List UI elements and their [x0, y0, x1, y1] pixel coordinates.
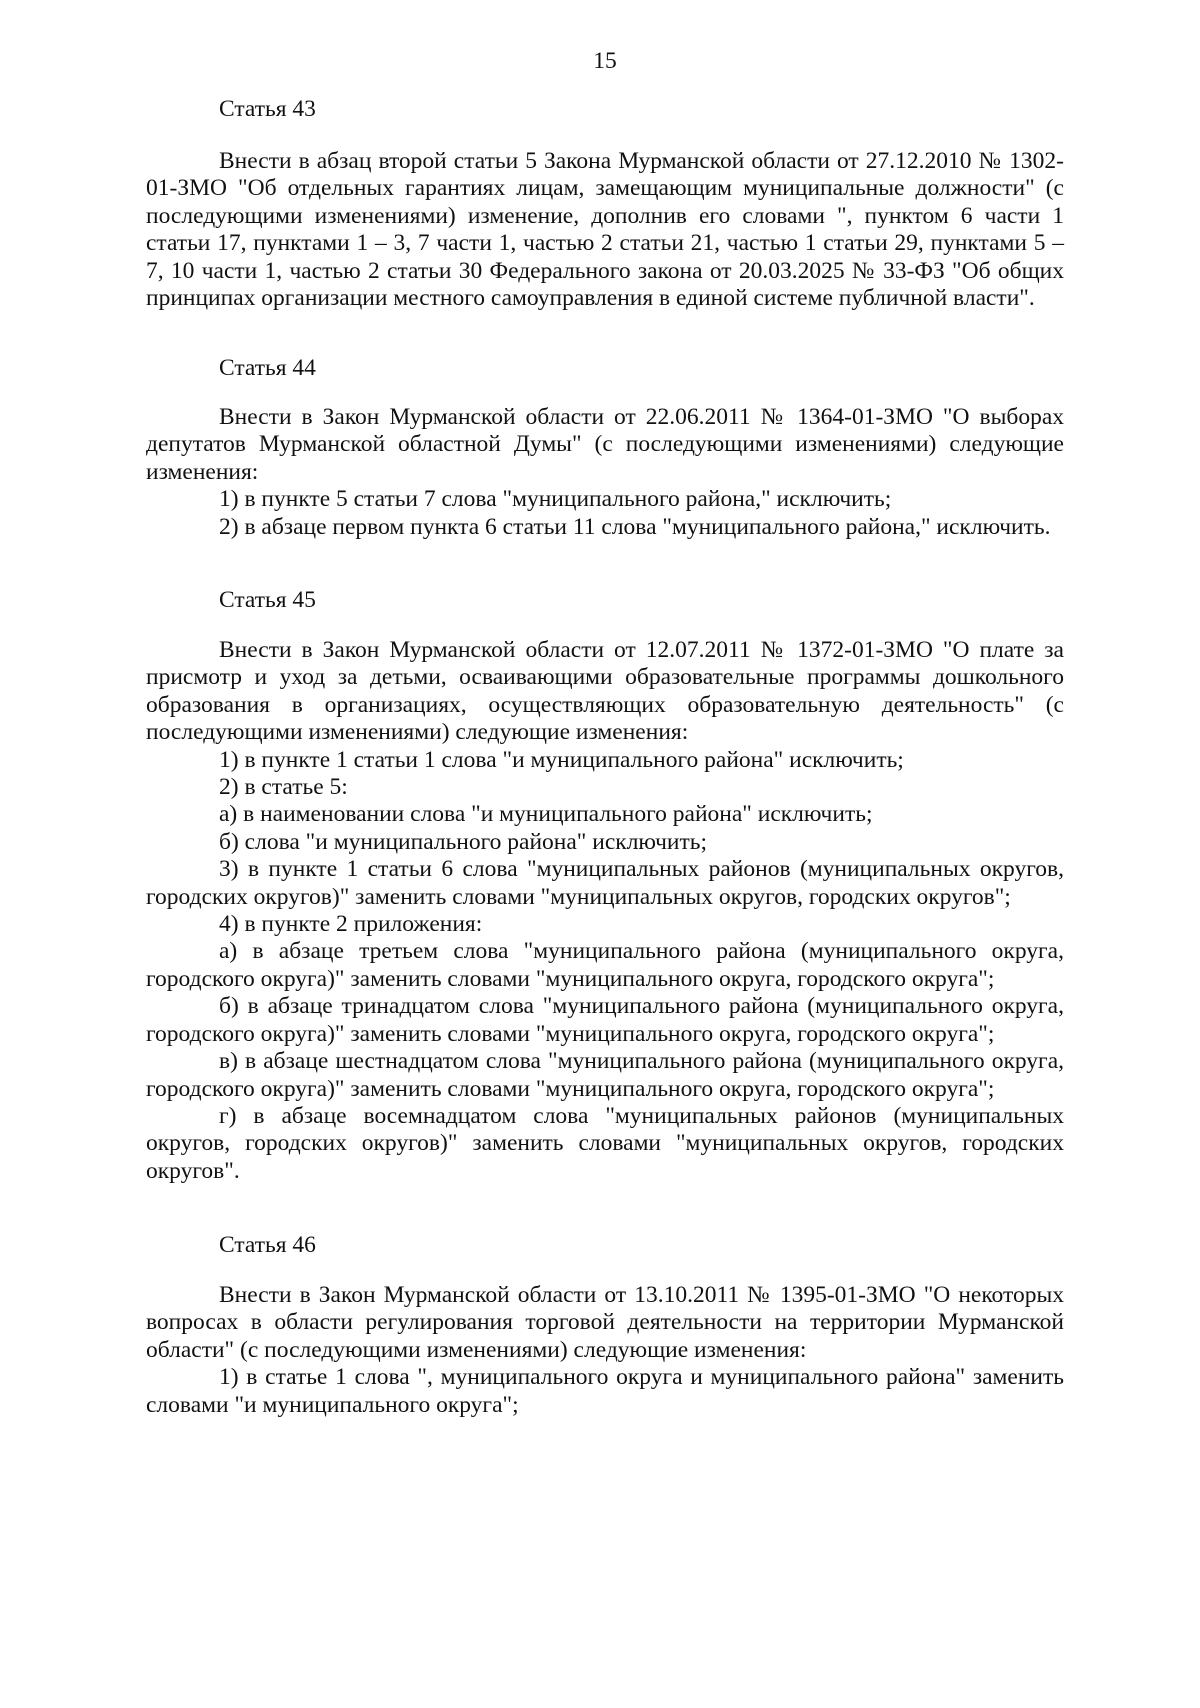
paragraph: в) в абзаце шестнадцатом слова "муниципального района (муниципального округа, городского округа)" заменить словами "муниципального округа, городского округа"; [146, 1048, 1064, 1102]
paragraph: 1) в пункте 1 статьи 1 слова "и муниципального района" исключить; [219, 746, 904, 773]
paragraph: а) в абзаце третьем слова "муниципального района (муниципального округа, городского округа)" заменить словами "муниципального округа, городского округа"; [146, 938, 1064, 992]
paragraph: б) слова "и муниципального района" исключить; [219, 828, 707, 855]
paragraph: Внести в Закон Мурманской области от 12.07.2011 № 1372-01-ЗМО "О плате за присмотр и уход за детьми, осваивающими образовательные программы дошкольного образования в организациях, осуществляющих образовательную деятельность" (с последующими изменениями) следующие изменения: [146, 637, 1064, 746]
paragraph: 2) в абзаце первом пункта 6 статьи 11 слова "муниципального района," исключить. [219, 513, 1051, 540]
paragraph: 1) в статье 1 слова ", муниципального округа и муниципального района" заменить словами "и муниципального округа"; [146, 1364, 1064, 1418]
article-43-body [146, 148, 1064, 312]
paragraph: Внести в Закон Мурманской области от 22.06.2011 № 1364-01-ЗМО "О выборах депутатов Мурманской областной Думы" (с последующими изменениями) следующие изменения: [146, 404, 1064, 485]
article-43-heading: Статья 43 [219, 96, 316, 122]
article-44-body [146, 404, 1064, 541]
paragraph: Внести в Закон Мурманской области от 13.10.2011 № 1395-01-ЗМО "О некоторых вопросах в области регулирования торговой деятельности на территории Мурманской области" (с последующими изменениями) следующие изменения: [146, 1282, 1064, 1363]
paragraph: Внести в абзац второй статьи 5 Закона Мурманской области от 27.12.2010 № 1302-01-ЗМО "Об отдельных гарантиях лицам, замещающим муниципальные должности" (с последующими изменениями) изменение, дополнив его словами ", пунктом 6 части 1 статьи 17, пунктами 1 – 3, 7 части 1, частью 2 статьи 21, частью 1 статьи 29, пунктами 5 – 7, 10 части 1, частью 2 статьи 30 Федерального закона от 20.03.2025 № 33-ФЗ "Об общих принципах организации местного самоуправления в единой системе публичной власти". [146, 148, 1064, 312]
paragraph: 1) в пункте 5 статьи 7 слова "муниципального района," исключить; [219, 486, 892, 513]
article-45-body [146, 637, 1064, 1185]
article-45-heading: Статья 45 [219, 587, 316, 613]
article-44-heading: Статья 44 [219, 355, 316, 381]
paragraph: б) в абзаце тринадцатом слова "муниципального района (муниципального округа, городского округа)" заменить словами "муниципального округа, городского округа"; [146, 993, 1064, 1047]
paragraph: г) в абзаце восемнадцатом слова "муниципальных районов (муниципальных округов, городских округов)" заменить словами "муниципальных округов, городских округов". [146, 1102, 1064, 1184]
paragraph: 2) в статье 5: [219, 774, 348, 801]
paragraph: 4) в пункте 2 приложения: [219, 911, 483, 938]
page-number: 15 [593, 48, 617, 74]
article-46-body [146, 1282, 1064, 1419]
article-46-heading: Статья 46 [219, 1232, 316, 1258]
paragraph: 3) в пункте 1 статьи 6 слова "муниципальных районов (муниципальных округов, городских округов)" заменить словами "муниципальных округов, городских округов"; [146, 856, 1064, 910]
paragraph: а) в наименовании слова "и муниципального района" исключить; [219, 801, 873, 828]
